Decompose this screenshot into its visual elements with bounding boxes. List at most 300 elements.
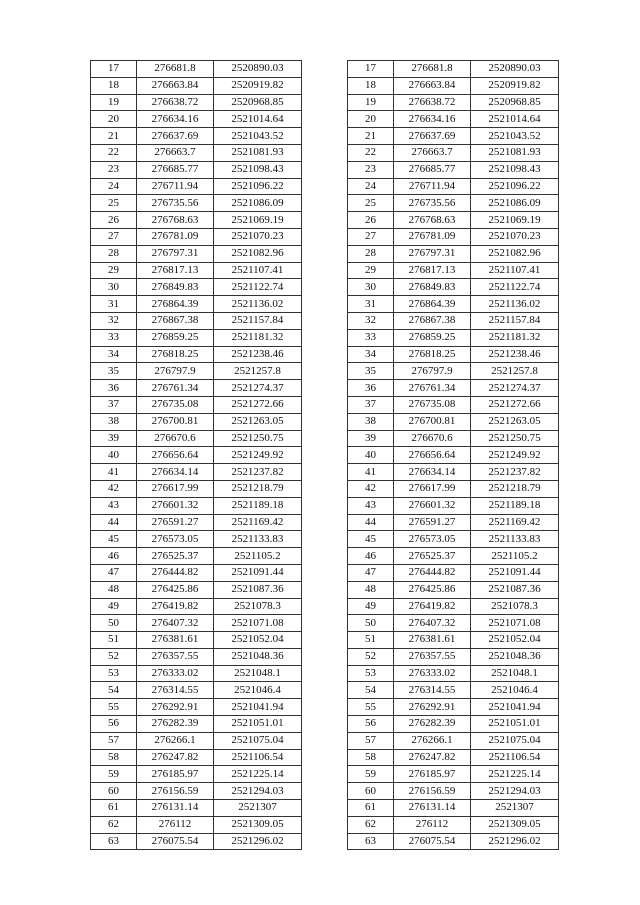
coordinate-table-body <box>348 61 559 850</box>
point-number-cell: 17 <box>91 61 137 78</box>
table-row <box>91 732 302 749</box>
y-coordinate-cell: 2521181.32 <box>471 329 559 346</box>
y-coordinate-cell: 2520890.03 <box>471 61 559 78</box>
point-number-cell: 62 <box>91 816 137 833</box>
point-number-cell: 41 <box>91 464 137 481</box>
coordinate-table-body <box>91 61 302 850</box>
x-coordinate-cell: 276864.39 <box>394 296 471 313</box>
x-coordinate-cell: 276681.8 <box>394 61 471 78</box>
y-coordinate-cell: 2521294.03 <box>214 783 302 800</box>
x-coordinate-cell: 276849.83 <box>394 279 471 296</box>
point-number-cell: 21 <box>348 128 394 145</box>
table-row <box>348 161 559 178</box>
x-coordinate-cell: 276849.83 <box>137 279 214 296</box>
x-coordinate-cell: 276601.32 <box>137 497 214 514</box>
point-number-cell: 57 <box>348 732 394 749</box>
x-coordinate-cell: 276314.55 <box>137 682 214 699</box>
table-row <box>91 514 302 531</box>
y-coordinate-cell: 2521105.2 <box>214 548 302 565</box>
table-row <box>348 396 559 413</box>
table-row <box>91 665 302 682</box>
point-number-cell: 21 <box>91 128 137 145</box>
x-coordinate-cell: 276859.25 <box>394 329 471 346</box>
table-row <box>91 128 302 145</box>
point-number-cell: 19 <box>348 94 394 111</box>
x-coordinate-cell: 276638.72 <box>394 94 471 111</box>
y-coordinate-cell: 2521048.1 <box>214 665 302 682</box>
point-number-cell: 24 <box>348 178 394 195</box>
point-number-cell: 63 <box>91 833 137 850</box>
point-number-cell: 61 <box>348 800 394 817</box>
x-coordinate-cell: 276685.77 <box>394 161 471 178</box>
point-number-cell: 25 <box>91 195 137 212</box>
x-coordinate-cell: 276381.61 <box>394 632 471 649</box>
x-coordinate-cell: 276663.7 <box>394 144 471 161</box>
y-coordinate-cell: 2521051.01 <box>471 716 559 733</box>
y-coordinate-cell: 2521309.05 <box>214 816 302 833</box>
x-coordinate-cell: 276634.14 <box>137 464 214 481</box>
point-number-cell: 53 <box>348 665 394 682</box>
x-coordinate-cell: 276670.6 <box>394 430 471 447</box>
y-coordinate-cell: 2521189.18 <box>471 497 559 514</box>
point-number-cell: 62 <box>348 816 394 833</box>
table-row <box>91 648 302 665</box>
point-number-cell: 25 <box>348 195 394 212</box>
x-coordinate-cell: 276266.1 <box>137 732 214 749</box>
y-coordinate-cell: 2521105.2 <box>471 548 559 565</box>
x-coordinate-cell: 276735.56 <box>137 195 214 212</box>
point-number-cell: 26 <box>91 212 137 229</box>
x-coordinate-cell: 276617.99 <box>137 480 214 497</box>
table-row <box>91 178 302 195</box>
table-row <box>348 581 559 598</box>
table-row <box>91 682 302 699</box>
table-row <box>348 111 559 128</box>
y-coordinate-cell: 2521014.64 <box>471 111 559 128</box>
y-coordinate-cell: 2521078.3 <box>214 598 302 615</box>
table-row <box>91 531 302 548</box>
point-number-cell: 46 <box>91 548 137 565</box>
point-number-cell: 19 <box>91 94 137 111</box>
point-number-cell: 44 <box>348 514 394 531</box>
x-coordinate-cell: 276314.55 <box>394 682 471 699</box>
y-coordinate-cell: 2521307 <box>471 800 559 817</box>
y-coordinate-cell: 2521237.82 <box>214 464 302 481</box>
table-row <box>348 548 559 565</box>
y-coordinate-cell: 2521157.84 <box>471 312 559 329</box>
x-coordinate-cell: 276333.02 <box>137 665 214 682</box>
x-coordinate-cell: 276797.31 <box>394 245 471 262</box>
y-coordinate-cell: 2521257.8 <box>214 363 302 380</box>
y-coordinate-cell: 2521086.09 <box>214 195 302 212</box>
point-number-cell: 35 <box>91 363 137 380</box>
x-coordinate-cell: 276131.14 <box>394 800 471 817</box>
table-row <box>91 464 302 481</box>
point-number-cell: 36 <box>348 380 394 397</box>
x-coordinate-cell: 276867.38 <box>137 312 214 329</box>
table-row <box>91 598 302 615</box>
y-coordinate-cell: 2521070.23 <box>214 228 302 245</box>
x-coordinate-cell: 276781.09 <box>394 228 471 245</box>
x-coordinate-cell: 276711.94 <box>394 178 471 195</box>
x-coordinate-cell: 276797.31 <box>137 245 214 262</box>
point-number-cell: 32 <box>91 312 137 329</box>
table-row <box>348 665 559 682</box>
y-coordinate-cell: 2521052.04 <box>214 632 302 649</box>
table-row <box>348 212 559 229</box>
point-number-cell: 42 <box>91 480 137 497</box>
y-coordinate-cell: 2520890.03 <box>214 61 302 78</box>
y-coordinate-cell: 2521296.02 <box>471 833 559 850</box>
point-number-cell: 54 <box>91 682 137 699</box>
y-coordinate-cell: 2521096.22 <box>471 178 559 195</box>
y-coordinate-cell: 2521189.18 <box>214 497 302 514</box>
table-row <box>91 396 302 413</box>
point-number-cell: 51 <box>348 632 394 649</box>
x-coordinate-cell: 276768.63 <box>394 212 471 229</box>
table-row <box>348 380 559 397</box>
point-number-cell: 53 <box>91 665 137 682</box>
x-coordinate-cell: 276282.39 <box>394 716 471 733</box>
x-coordinate-cell: 276444.82 <box>394 564 471 581</box>
table-row <box>348 632 559 649</box>
table-row <box>91 363 302 380</box>
point-number-cell: 20 <box>91 111 137 128</box>
table-row <box>348 480 559 497</box>
point-number-cell: 37 <box>91 396 137 413</box>
point-number-cell: 23 <box>91 161 137 178</box>
x-coordinate-cell: 276591.27 <box>137 514 214 531</box>
table-row <box>91 615 302 632</box>
x-coordinate-cell: 276768.63 <box>137 212 214 229</box>
point-number-cell: 43 <box>348 497 394 514</box>
table-row <box>348 648 559 665</box>
point-number-cell: 37 <box>348 396 394 413</box>
y-coordinate-cell: 2521307 <box>214 800 302 817</box>
point-number-cell: 28 <box>91 245 137 262</box>
y-coordinate-cell: 2521250.75 <box>471 430 559 447</box>
x-coordinate-cell: 276381.61 <box>137 632 214 649</box>
point-number-cell: 18 <box>91 77 137 94</box>
x-coordinate-cell: 276797.9 <box>137 363 214 380</box>
x-coordinate-cell: 276700.81 <box>394 413 471 430</box>
table-row <box>91 548 302 565</box>
x-coordinate-cell: 276247.82 <box>394 749 471 766</box>
x-coordinate-cell: 276573.05 <box>394 531 471 548</box>
table-row <box>348 716 559 733</box>
table-row <box>91 766 302 783</box>
point-number-cell: 31 <box>91 296 137 313</box>
x-coordinate-cell: 276444.82 <box>137 564 214 581</box>
y-coordinate-cell: 2521106.54 <box>214 749 302 766</box>
y-coordinate-cell: 2521051.01 <box>214 716 302 733</box>
x-coordinate-cell: 276425.86 <box>137 581 214 598</box>
table-row <box>348 699 559 716</box>
table-row <box>91 749 302 766</box>
point-number-cell: 43 <box>91 497 137 514</box>
x-coordinate-cell: 276601.32 <box>394 497 471 514</box>
y-coordinate-cell: 2521096.22 <box>214 178 302 195</box>
y-coordinate-cell: 2521237.82 <box>471 464 559 481</box>
point-number-cell: 48 <box>91 581 137 598</box>
point-number-cell: 38 <box>91 413 137 430</box>
y-coordinate-cell: 2521091.44 <box>214 564 302 581</box>
x-coordinate-cell: 276282.39 <box>137 716 214 733</box>
y-coordinate-cell: 2521309.05 <box>471 816 559 833</box>
y-coordinate-cell: 2521122.74 <box>214 279 302 296</box>
x-coordinate-cell: 276761.34 <box>137 380 214 397</box>
point-number-cell: 20 <box>348 111 394 128</box>
y-coordinate-cell: 2521043.52 <box>471 128 559 145</box>
y-coordinate-cell: 2521272.66 <box>214 396 302 413</box>
x-coordinate-cell: 276573.05 <box>137 531 214 548</box>
y-coordinate-cell: 2521048.36 <box>471 648 559 665</box>
y-coordinate-cell: 2521225.14 <box>214 766 302 783</box>
y-coordinate-cell: 2521048.1 <box>471 665 559 682</box>
y-coordinate-cell: 2521014.64 <box>214 111 302 128</box>
point-number-cell: 41 <box>348 464 394 481</box>
point-number-cell: 52 <box>348 648 394 665</box>
y-coordinate-cell: 2520919.82 <box>214 77 302 94</box>
point-number-cell: 42 <box>348 480 394 497</box>
table-row <box>348 262 559 279</box>
x-coordinate-cell: 276638.72 <box>137 94 214 111</box>
y-coordinate-cell: 2521071.08 <box>214 615 302 632</box>
y-coordinate-cell: 2521263.05 <box>214 413 302 430</box>
x-coordinate-cell: 276735.08 <box>394 396 471 413</box>
y-coordinate-cell: 2521136.02 <box>471 296 559 313</box>
y-coordinate-cell: 2521082.96 <box>471 245 559 262</box>
y-coordinate-cell: 2521046.4 <box>214 682 302 699</box>
table-row <box>91 833 302 850</box>
point-number-cell: 29 <box>91 262 137 279</box>
table-row <box>91 447 302 464</box>
x-coordinate-cell: 276818.25 <box>137 346 214 363</box>
table-row <box>91 329 302 346</box>
point-number-cell: 56 <box>91 716 137 733</box>
y-coordinate-cell: 2520919.82 <box>471 77 559 94</box>
x-coordinate-cell: 276419.82 <box>137 598 214 615</box>
y-coordinate-cell: 2521249.92 <box>214 447 302 464</box>
point-number-cell: 17 <box>348 61 394 78</box>
x-coordinate-cell: 276817.13 <box>137 262 214 279</box>
table-row <box>348 346 559 363</box>
table-row <box>348 413 559 430</box>
y-coordinate-cell: 2521157.84 <box>214 312 302 329</box>
x-coordinate-cell: 276663.7 <box>137 144 214 161</box>
x-coordinate-cell: 276735.56 <box>394 195 471 212</box>
point-number-cell: 63 <box>348 833 394 850</box>
x-coordinate-cell: 276818.25 <box>394 346 471 363</box>
point-number-cell: 28 <box>348 245 394 262</box>
y-coordinate-cell: 2521086.09 <box>471 195 559 212</box>
table-row <box>91 430 302 447</box>
y-coordinate-cell: 2521133.83 <box>214 531 302 548</box>
table-row <box>348 77 559 94</box>
y-coordinate-cell: 2521069.19 <box>471 212 559 229</box>
x-coordinate-cell: 276591.27 <box>394 514 471 531</box>
x-coordinate-cell: 276781.09 <box>137 228 214 245</box>
x-coordinate-cell: 276266.1 <box>394 732 471 749</box>
x-coordinate-cell: 276617.99 <box>394 480 471 497</box>
point-number-cell: 47 <box>348 564 394 581</box>
y-coordinate-cell: 2521091.44 <box>471 564 559 581</box>
table-row <box>348 749 559 766</box>
y-coordinate-cell: 2521238.46 <box>214 346 302 363</box>
y-coordinate-cell: 2521272.66 <box>471 396 559 413</box>
y-coordinate-cell: 2521041.94 <box>214 699 302 716</box>
y-coordinate-cell: 2521078.3 <box>471 598 559 615</box>
table-row <box>348 329 559 346</box>
x-coordinate-cell: 276156.59 <box>394 783 471 800</box>
x-coordinate-cell: 276292.91 <box>137 699 214 716</box>
table-row <box>91 716 302 733</box>
x-coordinate-cell: 276634.16 <box>137 111 214 128</box>
y-coordinate-cell: 2521249.92 <box>471 447 559 464</box>
x-coordinate-cell: 276711.94 <box>137 178 214 195</box>
y-coordinate-cell: 2521122.74 <box>471 279 559 296</box>
point-number-cell: 58 <box>91 749 137 766</box>
table-row <box>348 144 559 161</box>
y-coordinate-cell: 2521294.03 <box>471 783 559 800</box>
point-number-cell: 47 <box>91 564 137 581</box>
y-coordinate-cell: 2521069.19 <box>214 212 302 229</box>
y-coordinate-cell: 2521082.96 <box>214 245 302 262</box>
y-coordinate-cell: 2521274.37 <box>471 380 559 397</box>
point-number-cell: 27 <box>91 228 137 245</box>
x-coordinate-cell: 276407.32 <box>137 615 214 632</box>
x-coordinate-cell: 276112 <box>137 816 214 833</box>
y-coordinate-cell: 2521041.94 <box>471 699 559 716</box>
y-coordinate-cell: 2521081.93 <box>471 144 559 161</box>
point-number-cell: 24 <box>91 178 137 195</box>
point-number-cell: 39 <box>348 430 394 447</box>
x-coordinate-cell: 276156.59 <box>137 783 214 800</box>
x-coordinate-cell: 276685.77 <box>137 161 214 178</box>
x-coordinate-cell: 276817.13 <box>394 262 471 279</box>
x-coordinate-cell: 276656.64 <box>137 447 214 464</box>
x-coordinate-cell: 276185.97 <box>137 766 214 783</box>
y-coordinate-cell: 2521296.02 <box>214 833 302 850</box>
point-number-cell: 55 <box>91 699 137 716</box>
point-number-cell: 49 <box>348 598 394 615</box>
point-number-cell: 46 <box>348 548 394 565</box>
point-number-cell: 60 <box>91 783 137 800</box>
table-row <box>348 497 559 514</box>
x-coordinate-cell: 276407.32 <box>394 615 471 632</box>
table-row <box>348 178 559 195</box>
coordinate-table-left <box>90 60 302 850</box>
x-coordinate-cell: 276247.82 <box>137 749 214 766</box>
point-number-cell: 31 <box>348 296 394 313</box>
y-coordinate-cell: 2521225.14 <box>471 766 559 783</box>
table-row <box>91 195 302 212</box>
point-number-cell: 29 <box>348 262 394 279</box>
point-number-cell: 40 <box>348 447 394 464</box>
x-coordinate-cell: 276525.37 <box>394 548 471 565</box>
point-number-cell: 48 <box>348 581 394 598</box>
x-coordinate-cell: 276864.39 <box>137 296 214 313</box>
table-row <box>91 581 302 598</box>
table-row <box>91 61 302 78</box>
point-number-cell: 34 <box>348 346 394 363</box>
y-coordinate-cell: 2521071.08 <box>471 615 559 632</box>
table-row <box>91 212 302 229</box>
table-row <box>91 816 302 833</box>
x-coordinate-cell: 276425.86 <box>394 581 471 598</box>
y-coordinate-cell: 2521218.79 <box>214 480 302 497</box>
y-coordinate-cell: 2521169.42 <box>214 514 302 531</box>
x-coordinate-cell: 276075.54 <box>394 833 471 850</box>
x-coordinate-cell: 276761.34 <box>394 380 471 397</box>
table-row <box>348 245 559 262</box>
x-coordinate-cell: 276663.84 <box>137 77 214 94</box>
point-number-cell: 35 <box>348 363 394 380</box>
table-row <box>348 195 559 212</box>
x-coordinate-cell: 276634.14 <box>394 464 471 481</box>
y-coordinate-cell: 2521107.41 <box>471 262 559 279</box>
table-row <box>348 783 559 800</box>
table-row <box>348 94 559 111</box>
table-row <box>348 430 559 447</box>
point-number-cell: 51 <box>91 632 137 649</box>
point-number-cell: 57 <box>91 732 137 749</box>
y-coordinate-cell: 2521238.46 <box>471 346 559 363</box>
x-coordinate-cell: 276637.69 <box>394 128 471 145</box>
table-row <box>348 447 559 464</box>
x-coordinate-cell: 276292.91 <box>394 699 471 716</box>
y-coordinate-cell: 2521181.32 <box>214 329 302 346</box>
table-row <box>91 632 302 649</box>
table-row <box>348 464 559 481</box>
point-number-cell: 61 <box>91 800 137 817</box>
y-coordinate-cell: 2521133.83 <box>471 531 559 548</box>
x-coordinate-cell: 276634.16 <box>394 111 471 128</box>
point-number-cell: 27 <box>348 228 394 245</box>
point-number-cell: 59 <box>348 766 394 783</box>
x-coordinate-cell: 276637.69 <box>137 128 214 145</box>
point-number-cell: 50 <box>348 615 394 632</box>
x-coordinate-cell: 276419.82 <box>394 598 471 615</box>
table-row <box>91 245 302 262</box>
x-coordinate-cell: 276357.55 <box>137 648 214 665</box>
table-row <box>348 766 559 783</box>
y-coordinate-cell: 2521136.02 <box>214 296 302 313</box>
table-row <box>91 111 302 128</box>
coordinate-table-right <box>347 60 559 850</box>
y-coordinate-cell: 2521043.52 <box>214 128 302 145</box>
table-row <box>91 800 302 817</box>
y-coordinate-cell: 2521250.75 <box>214 430 302 447</box>
y-coordinate-cell: 2521081.93 <box>214 144 302 161</box>
table-row <box>91 346 302 363</box>
y-coordinate-cell: 2521046.4 <box>471 682 559 699</box>
point-number-cell: 54 <box>348 682 394 699</box>
table-row <box>348 61 559 78</box>
table-row <box>91 94 302 111</box>
point-number-cell: 49 <box>91 598 137 615</box>
point-number-cell: 45 <box>348 531 394 548</box>
point-number-cell: 22 <box>348 144 394 161</box>
point-number-cell: 40 <box>91 447 137 464</box>
table-row <box>91 296 302 313</box>
y-coordinate-cell: 2521087.36 <box>214 581 302 598</box>
x-coordinate-cell: 276663.84 <box>394 77 471 94</box>
point-number-cell: 50 <box>91 615 137 632</box>
table-row <box>91 564 302 581</box>
x-coordinate-cell: 276859.25 <box>137 329 214 346</box>
y-coordinate-cell: 2521098.43 <box>214 161 302 178</box>
